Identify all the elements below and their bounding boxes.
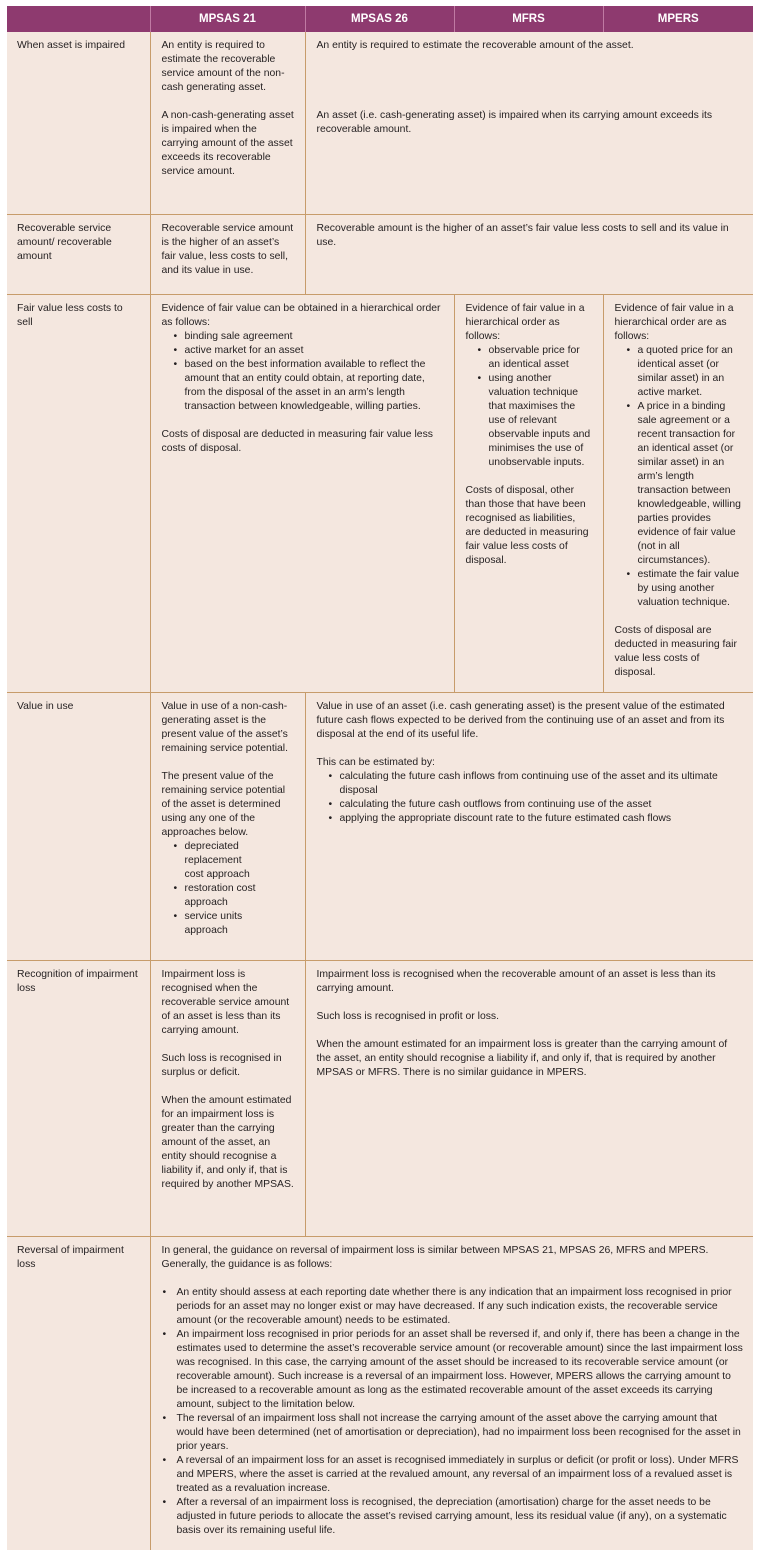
row-when-impaired — [7, 32, 753, 214]
shared-cell — [305, 960, 753, 1236]
cell-text: Impairment loss is recognised when the recoverable service amount of an asset is less than its carrying amount. — [161, 968, 290, 1036]
cell-text: This can be estimated by: — [316, 756, 435, 768]
cell-text: Evidence of fair value in a hierarchical order are as follows: — [614, 302, 734, 342]
mfrs-cell — [454, 294, 603, 692]
bullet-list — [162, 840, 295, 938]
list-item: • observable price for an identical asset — [466, 344, 593, 372]
header-row — [7, 6, 753, 32]
mpsas21-cell — [150, 214, 305, 294]
bullet-list — [317, 770, 744, 826]
row-label: Recoverable service amount/ recoverable amount — [7, 214, 150, 294]
cell-text: An entity is required to estimate the recoverable service amount of the non-cash generating asset. — [161, 40, 285, 93]
list-item: • estimate the fair value by using another valuation technique. — [615, 568, 744, 610]
bullet-list — [162, 330, 444, 414]
bullet-list — [466, 344, 593, 470]
cell-text: Recoverable amount is the higher of an asset’s fair value less costs to sell and its value in use. — [316, 222, 729, 248]
row-reversal — [7, 1236, 753, 1550]
cell-text: Value in use of a non-cash-generating asset is the present value of the asset’s remaining service potential. — [161, 700, 288, 754]
list-item: • calculating the future cash outflows from continuing use of the asset — [317, 798, 744, 812]
row-label: When asset is impaired — [7, 32, 150, 214]
cell-text: When the amount estimated for an impairment loss is greater than the carrying amount of the asset, an entity should recognise a liability if, and only if, that is required by another MPSAS. — [161, 1094, 294, 1190]
row-label: Recognition of impairment loss — [7, 960, 150, 1236]
bullet-list — [615, 344, 744, 610]
shared-cell — [305, 32, 753, 214]
list-item: • based on the best information available to reflect the amount that an entity could obtain, at reporting date, from the disposal of the asset in an arm’s length transaction between knowledgeable, willing parties. — [162, 358, 444, 414]
row-value-in-use — [7, 692, 753, 960]
list-item: • calculating the future cash inflows from continuing use of the asset and its ultimate disposal — [317, 770, 744, 798]
row-recognition — [7, 960, 753, 1236]
cell-text: An entity is required to estimate the recoverable amount of the asset. — [316, 40, 634, 51]
shared-cell — [305, 692, 753, 960]
row-fair-value — [7, 294, 753, 692]
mpsas21-cell — [150, 32, 305, 214]
comparison-table — [7, 6, 753, 1550]
row-label: Fair value less costs to sell — [7, 294, 150, 692]
cell-text: Value in use of an asset (i.e. cash generating asset) is the present value of the estimated future cash flows expected to be derived from the continuing use of an asset and from its disposal at the end of its useful life. — [316, 700, 725, 740]
mpsas21-cell — [150, 960, 305, 1236]
list-item: • After a reversal of an impairment loss is recognised, the depreciation (amortisation) charge for the asset needs to be adjusted in future periods to allocate the asset’s revised carrying amount, less its residual value (if any), on a systematic basis over its remaining useful life. — [162, 1496, 744, 1538]
cell-text: An asset (i.e. cash-generating asset) is impaired when its carrying amount exceeds its recoverable amount. — [316, 110, 713, 135]
row-label: Reversal of impairment loss — [7, 1236, 150, 1550]
mpsas21-cell — [150, 692, 305, 960]
header-mpsas21: MPSAS 21 — [150, 6, 305, 32]
list-item: • depreciated replacement cost approach — [162, 840, 295, 882]
cell-text: Such loss is recognised in surplus or deficit. — [161, 1052, 282, 1078]
cell-text: A non-cash-generating asset is impaired when the carrying amount of the asset exceeds its recoverable service amount. — [161, 110, 294, 177]
cell-text: Costs of disposal are deducted in measuring fair value less costs of disposal. — [161, 428, 433, 454]
cell-text: When the amount estimated for an impairment loss is greater than the carrying amount of the asset, an entity should recognise a liability if, and only if, that is required by another MPSAS or MFRS. There is no similar guidance in MPERS. — [316, 1038, 728, 1078]
shared-cell — [150, 1236, 753, 1550]
mpsas-cell — [150, 294, 454, 692]
list-item: • active market for an asset — [162, 344, 444, 358]
header-mfrs: MFRS — [454, 6, 603, 32]
list-item: • restoration cost approach — [162, 882, 295, 910]
list-item: • applying the appropriate discount rate to the future estimated cash flows — [317, 812, 744, 826]
header-mpers: MPERS — [603, 6, 753, 32]
bullet-list — [162, 1286, 744, 1538]
list-item: • using another valuation technique that maximises the use of relevant observable inputs and minimises the use of unobservable inputs. — [466, 372, 593, 470]
cell-text: Such loss is recognised in profit or loss. — [316, 1010, 499, 1022]
list-item: • binding sale agreement — [162, 330, 444, 344]
cell-text: Evidence of fair value can be obtained in a hierarchical order as follows: — [161, 302, 441, 328]
list-item: • service units approach — [162, 910, 295, 938]
cell-text: In general, the guidance on reversal of impairment loss is similar between MPSAS 21, MPSAS 26, MFRS and MPERS. Generally, the guidance is as follows: — [161, 1244, 709, 1270]
list-item: • a quoted price for an identical asset (or similar asset) in an active market. — [615, 344, 744, 400]
cell-text: Costs of disposal are deducted in measuring fair value less costs of disposal. — [614, 624, 737, 678]
list-item: • An impairment loss recognised in prior periods for an asset shall be reversed if, and only if, there has been a change in the estimates used to determine the asset’s recoverable service amount (or recoverable amount) since the last impairment loss was recognised. In this case, the carrying amount of the asset should be increased to its recoverable service amount (or recoverable amount). Such increase is a reversal of an impairment loss. However, MPERS allows the carrying amount to be increased to a recoverable amount as long as the estimated recoverable amount of the asset exceeds its carrying amount, subject to the limitation below. — [162, 1328, 744, 1412]
row-recoverable-amount — [7, 214, 753, 294]
header-blank — [7, 6, 150, 32]
shared-cell — [305, 214, 753, 294]
cell-text: Impairment loss is recognised when the recoverable amount of an asset is less than its carrying amount. — [316, 968, 716, 994]
list-item: • A price in a binding sale agreement or a recent transaction for an identical asset (or similar asset) in an arm’s length transaction between knowledgeable, willing parties provides evidence of fair value (not in all circumstances). — [615, 400, 744, 568]
mpers-cell — [603, 294, 753, 692]
header-mpsas26: MPSAS 26 — [305, 6, 454, 32]
list-item: • A reversal of an impairment loss for an asset is recognised immediately in surplus or deficit (or profit or loss). Under MFRS and MPERS, where the asset is carried at the revalued amount, any reversal of an impairment loss of a revalued asset is treated as a revaluation increase. — [162, 1454, 744, 1496]
row-label: Value in use — [7, 692, 150, 960]
cell-text: The present value of the remaining service potential of the asset is determined using any one of the approaches below. — [161, 770, 286, 838]
cell-text: Recoverable service amount is the higher of an asset’s fair value, less costs to sell, and its value in use. — [161, 222, 294, 276]
cell-text: Evidence of fair value in a hierarchical order as follows: — [465, 302, 585, 342]
list-item: • The reversal of an impairment loss shall not increase the carrying amount of the asset above the carrying amount that would have been determined (net of amortisation or depreciation), had no impairment loss been recognised for the asset in prior years. — [162, 1412, 744, 1454]
list-item: • An entity should assess at each reporting date whether there is any indication that an impairment loss recognised in prior periods for an asset may no longer exist or may have decreased. If any such indication exists, the recoverable service amount (or the recoverable amount) needs to be estimated. — [162, 1286, 744, 1328]
cell-text: Costs of disposal, other than those that have been recognised as liabilities, are deducted in measuring fair value less costs of disposal. — [465, 484, 589, 566]
